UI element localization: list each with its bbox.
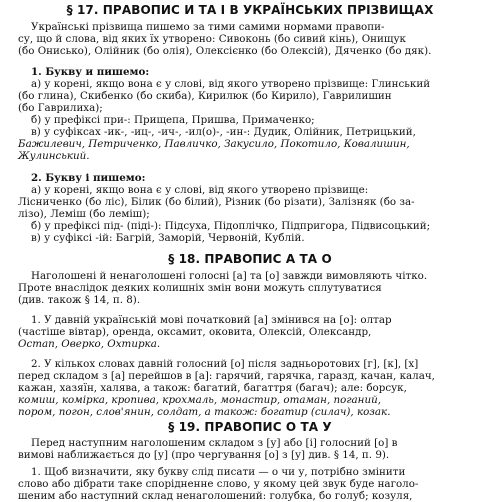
section18-heading: § 18. ПРАВОПИС А ТА О — [168, 252, 332, 266]
s18-intro-line: Наголошені й ненаголошені голосні [а] та [о] завжди вимовляють чітко. — [31, 270, 428, 282]
s17-intro-line: (бо Онисько), Олійник (бо олія), Олексієнко (бо Олексій), Дяченко (бо дяк). — [18, 45, 432, 57]
s18-p1-line: Остап, Оверко, Охтирка. — [18, 338, 161, 350]
s18-p2-line: перед складом з [а] перейшов в [а]: гарячий, гарячка, гаразд, качан, калач, — [18, 370, 435, 382]
s18-p1-line: (частіше вівтар), оренда, оксамит, оковита, Олексій, Олександр, — [18, 326, 372, 338]
s17-p2a-line: Лісниченко (бо ліс), Білик (бо білий), Різник (бо різати), Залізняк (бо за- — [18, 196, 415, 208]
s17-intro-line: Українські прізвища пишемо за тими самими нормами правопи- — [31, 21, 385, 33]
s18-p2-line: пором, погон, слов'янин, солдат, а також: богатир (силач), козак. — [18, 406, 391, 418]
s17-p1a-line: а) у корені, якщо вона є у слові, від якого утворено прізвище: Глинський — [31, 78, 431, 90]
s18-p2-line: кажан, хазяїн, халява, а також: багатий, багаттря (багач); але: борсук, — [18, 382, 407, 394]
s17-p1v-line: Жулинський. — [18, 150, 90, 162]
s19-p1-line: слово або дібрати таке спорідненне слово, у якому цей звук буде наголо- — [18, 478, 419, 490]
s17-p2v-line: в) у суфіксі -ій: Багрій, Заморій, Червоній, Кублій. — [31, 232, 305, 244]
s17-p1a-line: (бо глина), Скибенко (бо скиба), Кирилюк (бо Кирило), Гаврилишин — [18, 90, 392, 102]
s17-p1a-line: (бо Гаврилиха); — [18, 102, 103, 114]
s18-p2-line: 2. У кількох словах давній голосний [о] після задньоротових [г], [к], [х] — [31, 358, 419, 370]
s17-p2b-line: б) у префіксі під- (піді-): Підсуха, Підоплічко, Підпригора, Підвисоцький; — [31, 220, 431, 232]
s19-intro-line: Перед наступним наголошеним складом з [у] або [і] голосний [о] в — [31, 437, 398, 449]
section19-heading: § 19. ПРАВОПИС О ТА У — [168, 420, 332, 434]
s17-p1-title: 1. Букву и пишемо: — [31, 66, 150, 78]
s18-p1-line: 1. У давній українській мові початковий [а] змінився на [о]: олтар — [31, 314, 392, 326]
section17-heading: § 17. ПРАВОПИС И ТА І В УКРАЇНСЬКИХ ПРІЗВИЩАХ — [66, 3, 434, 17]
s19-p1-line: шеним або наступний склад ненаголошений: голубка, бо голуб; козуля, — [18, 490, 413, 502]
s17-intro-line: су, що й слова, від яких їх утворено: Сивоконь (бо сивий кінь), Онищук — [18, 33, 406, 45]
s17-p2a-line: а) у корені, якщо вона є у слові, від якого утворено прізвище: — [31, 184, 369, 196]
s18-intro-line: (див. також § 14, п. 8). — [18, 294, 141, 306]
s17-p2a-line: лізо), Леміш (бо леміш); — [18, 208, 150, 220]
s18-p2-line: комиш, комірка, кропива, крохмаль, монастир, отаман, поганий, — [18, 394, 381, 406]
s17-p1v-line: Бажилевич, Петриченко, Павличко, Закусило, Покотило, Ковалишин, — [18, 138, 410, 150]
s17-p2-title: 2. Букву і пишемо: — [31, 172, 146, 184]
s17-p1v-line: в) у суфіксах -ик-, -иц-, -ич-, -ил(о)-, -ин-: Дудик, Олійник, Петрицький, — [31, 126, 416, 138]
s18-intro-line: Проте внаслідок деяких колишніх змін вони можуть сплутуватися — [18, 282, 382, 294]
s19-p1-line: 1. Щоб визначити, яку букву слід писати — о чи у, потрібно змінити — [31, 466, 406, 478]
s17-p1b-line: б) у префіксі при-: Прищепа, Пришва, Примаченко; — [31, 114, 315, 126]
s19-intro-line: вимові наближається до [у] (про чергування [о] з [у] див. § 14, п. 9). — [18, 449, 390, 461]
